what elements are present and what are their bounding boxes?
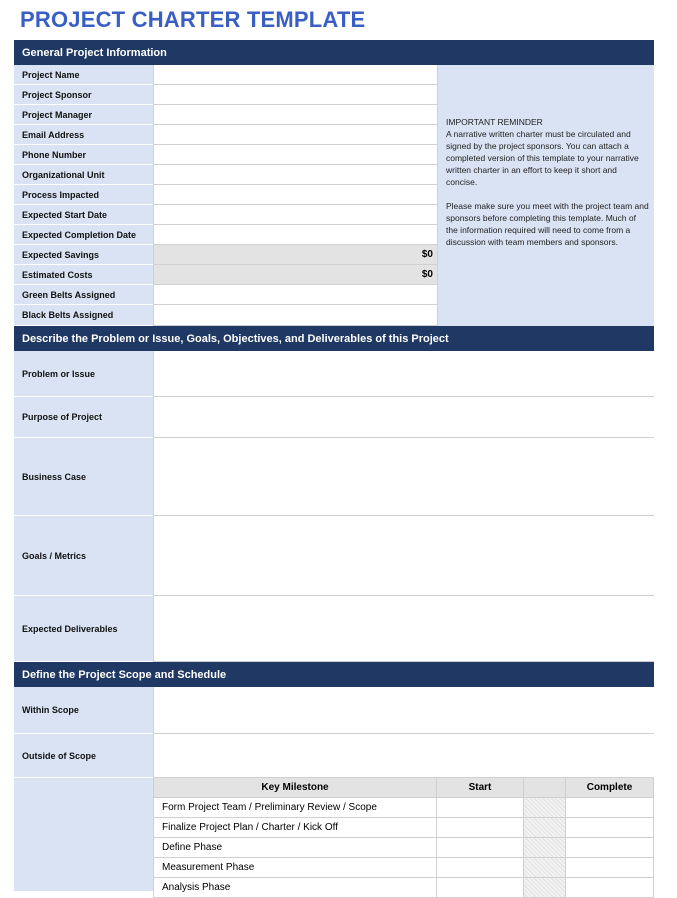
field-label-project-name: Project Name: [14, 65, 153, 85]
project-manager-input[interactable]: [153, 105, 437, 125]
milestone-row-name: Analysis Phase: [153, 878, 437, 898]
expected-deliverables-input[interactable]: [153, 596, 654, 662]
milestone-hatched-cell: [524, 878, 566, 898]
milestone-start-cell[interactable]: [437, 878, 524, 898]
milestone-column-header: Key Milestone: [153, 778, 437, 798]
organizational-unit-input[interactable]: [153, 165, 437, 185]
complete-column-header: Complete: [566, 778, 654, 798]
business-case-input[interactable]: [153, 438, 654, 516]
milestone-complete-cell[interactable]: [566, 878, 654, 898]
milestone-hatched-cell: [524, 798, 566, 818]
milestone-start-cell[interactable]: [437, 858, 524, 878]
milestone-complete-cell[interactable]: [566, 838, 654, 858]
milestone-row-name: Define Phase: [153, 838, 437, 858]
milestone-row-name: Measurement Phase: [153, 858, 437, 878]
project-name-input[interactable]: [153, 65, 437, 85]
field-label-green-belts: Green Belts Assigned: [14, 285, 153, 305]
field-label-outside-of-scope: Outside of Scope: [14, 734, 153, 778]
field-label-expected-savings: Expected Savings: [14, 245, 153, 265]
field-label-purpose-of-project: Purpose of Project: [14, 397, 153, 438]
milestone-start-cell[interactable]: [437, 798, 524, 818]
expected-completion-date-input[interactable]: [153, 225, 437, 245]
outside-of-scope-input[interactable]: [153, 734, 654, 778]
problem-or-issue-input[interactable]: [153, 351, 654, 397]
milestone-start-cell[interactable]: [437, 818, 524, 838]
section-header-general: General Project Information: [14, 40, 654, 65]
start-column-header: Start: [437, 778, 524, 798]
field-label-goals-metrics: Goals / Metrics: [14, 516, 153, 596]
milestone-complete-cell[interactable]: [566, 818, 654, 838]
purpose-of-project-input[interactable]: [153, 397, 654, 438]
reminder-paragraph-1: A narrative written charter must be circulated and signed by the project sponsors. You can attach a completed version of this template to your narrative written charter in an effort to keep it short and concise.: [446, 129, 639, 187]
field-label-problem-or-issue: Problem or Issue: [14, 351, 153, 397]
estimated-costs-value: $0: [153, 265, 437, 285]
process-impacted-input[interactable]: [153, 185, 437, 205]
within-scope-input[interactable]: [153, 687, 654, 734]
field-label-project-sponsor: Project Sponsor: [14, 85, 153, 105]
milestone-hatched-cell: [524, 818, 566, 838]
phone-number-input[interactable]: [153, 145, 437, 165]
expected-savings-value: $0: [153, 245, 437, 265]
spacer-column-header: [524, 778, 566, 798]
field-label-within-scope: Within Scope: [14, 687, 153, 734]
milestone-complete-cell[interactable]: [566, 858, 654, 878]
milestone-hatched-cell: [524, 858, 566, 878]
field-label-estimated-costs: Estimated Costs: [14, 265, 153, 285]
milestone-hatched-cell: [524, 838, 566, 858]
field-label-organizational-unit: Organizational Unit: [14, 165, 153, 185]
green-belts-input[interactable]: [153, 285, 437, 305]
project-sponsor-input[interactable]: [153, 85, 437, 105]
field-label-project-manager: Project Manager: [14, 105, 153, 125]
field-label-black-belts: Black Belts Assigned: [14, 305, 153, 326]
milestone-row-name: Finalize Project Plan / Charter / Kick Off: [153, 818, 437, 838]
milestone-start-cell[interactable]: [437, 838, 524, 858]
reminder-heading: IMPORTANT REMINDER: [446, 117, 543, 127]
milestone-side-panel: [14, 778, 153, 891]
goals-metrics-input[interactable]: [153, 516, 654, 596]
field-label-phone-number: Phone Number: [14, 145, 153, 165]
expected-start-date-input[interactable]: [153, 205, 437, 225]
section-header-scope: Define the Project Scope and Schedule: [14, 662, 654, 687]
field-label-expected-start-date: Expected Start Date: [14, 205, 153, 225]
section-header-describe: Describe the Problem or Issue, Goals, Objectives, and Deliverables of this Project: [14, 326, 654, 351]
field-label-business-case: Business Case: [14, 438, 153, 516]
field-label-email-address: Email Address: [14, 125, 153, 145]
field-label-process-impacted: Process Impacted: [14, 185, 153, 205]
email-address-input[interactable]: [153, 125, 437, 145]
important-reminder-panel: [437, 65, 654, 326]
milestone-complete-cell[interactable]: [566, 798, 654, 818]
milestone-row-name: Form Project Team / Preliminary Review / Scope: [153, 798, 437, 818]
field-label-expected-completion-date: Expected Completion Date: [14, 225, 153, 245]
black-belts-input[interactable]: [153, 305, 437, 326]
reminder-paragraph-2: Please make sure you meet with the project team and sponsors before completing this template. Much of the information required will need to come from a discussion with team members and sponsors.: [446, 201, 649, 247]
field-label-expected-deliverables: Expected Deliverables: [14, 596, 153, 662]
page-title: PROJECT CHARTER TEMPLATE: [20, 7, 366, 32]
